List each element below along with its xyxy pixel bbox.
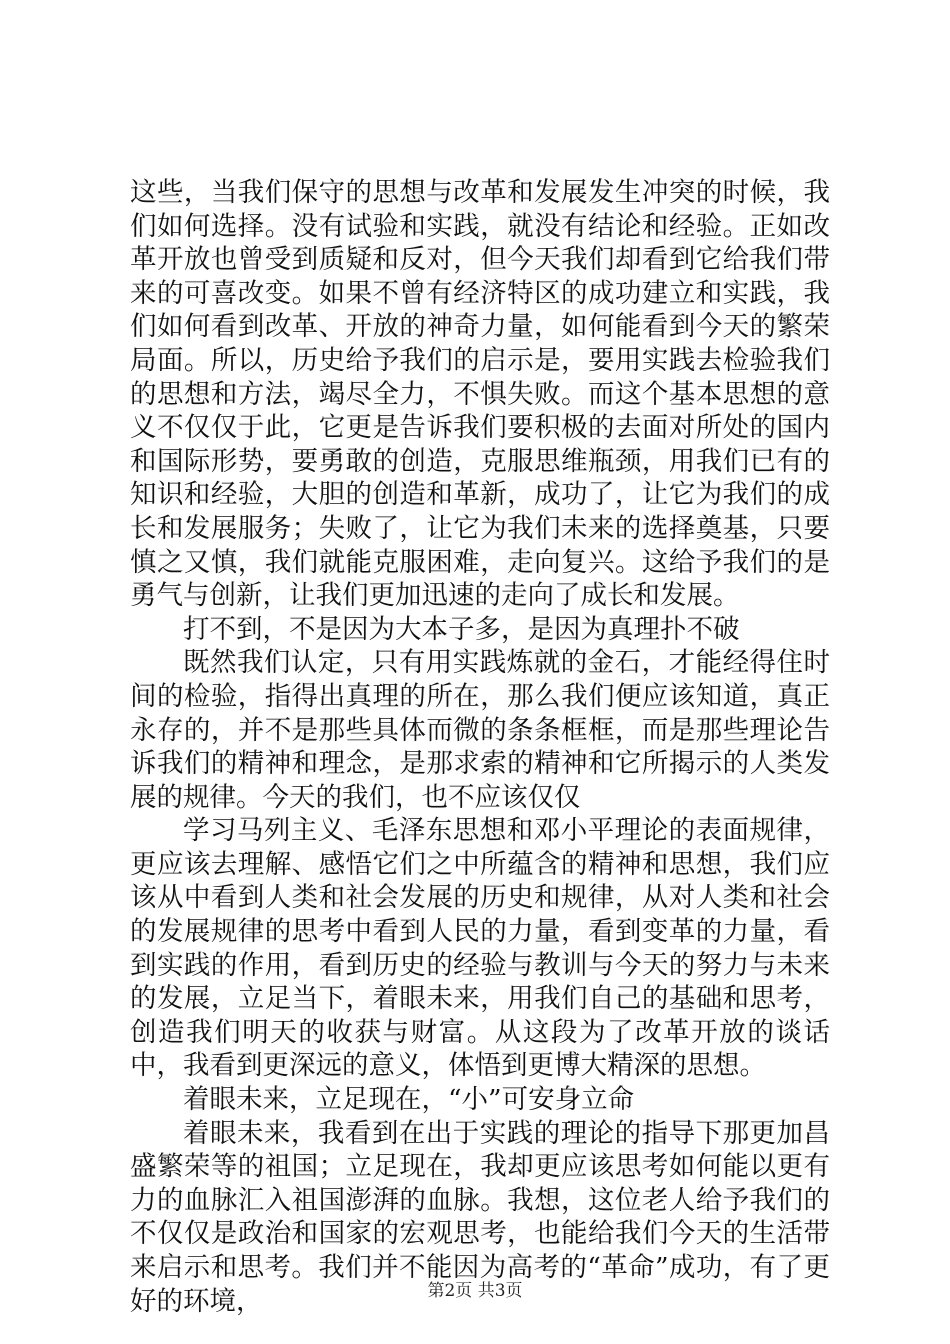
page-number-footer: 第2页 共3页 xyxy=(427,1281,523,1301)
paragraph-3: 学习马列主义、毛泽东思想和邓小平理论的表面规律，更应该去理解、感悟它们之中所蕴含的精神和思想，我们应该从中看到人类和社会发展的历史和规律，从对人类和社会的发展规律的思考中看到人民的力量，看到变革的力量，看到实践的作用，看到历史的经验与教训与今天的努力与未来的发展，立足当下，着眼未来，用我们自己的基础和思考，创造我们明天的收获与财富。从这段为了改革开放的谈话中，我看到更深远的意义，体悟到更博大精深的思想。 xyxy=(130,815,830,1082)
paragraph-heading-1: 打不到，不是因为大本子多，是因为真理扑不破 xyxy=(183,613,740,645)
paragraph-1: 这些，当我们保守的思想与改革和发展发生冲突的时候，我们如何选择。没有试验和实践，就没有结论和经验。正如改革开放也曾受到质疑和反对，但今天我们却看到它给我们带来的可喜改变。如果不曾有经济特区的成功建立和实践，我们如何看到改革、开放的神奇力量，如何能看到今天的繁荣局面。所以，历史给予我们的启示是，要用实践去检验我们的思想和方法，竭尽全力，不惧失败。而这个基本思想的意义不仅仅于此，它更是告诉我们要积极的去面对所处的国内和国际形势，要勇敢的创造，克服思维瓶颈，用我们已有的知识和经验，大胆的创造和革新，成功了，让它为我们的成长和发展服务；失败了，让它为我们未来的选择奠基，只要慎之又慎，我们就能克服困难，走向复兴。这给予我们的是勇气与创新，让我们更加迅速的走向了成长和发展。 xyxy=(130,177,830,612)
paragraph-4: 着眼未来，我看到在出于实践的理论的指导下那更加昌盛繁荣等的祖国；立足现在，我却更应该思考如何能以更有力的血脉汇入祖国澎湃的血脉。我想，这位老人给予我们的不仅仅是政治和国家的宏观思考，也能给我们今天的生活带来启示和思考。我们并不能因为高考的“革命”成功，有了更好的环境， xyxy=(130,1117,830,1317)
document-body xyxy=(130,176,830,1318)
paragraph-heading-2: 着眼未来，立足现在，“小”可安身立命 xyxy=(183,1084,635,1116)
paragraph-2: 既然我们认定，只有用实践炼就的金石，才能经得住时间的检验，指得出真理的所在，那么我们便应该知道，真正永存的，并不是那些具体而微的条条框框，而是那些理论告诉我们的精神和理念，是那求索的精神和它所揭示的人类发展的规律。今天的我们，也不应该仅仅 xyxy=(130,647,830,813)
